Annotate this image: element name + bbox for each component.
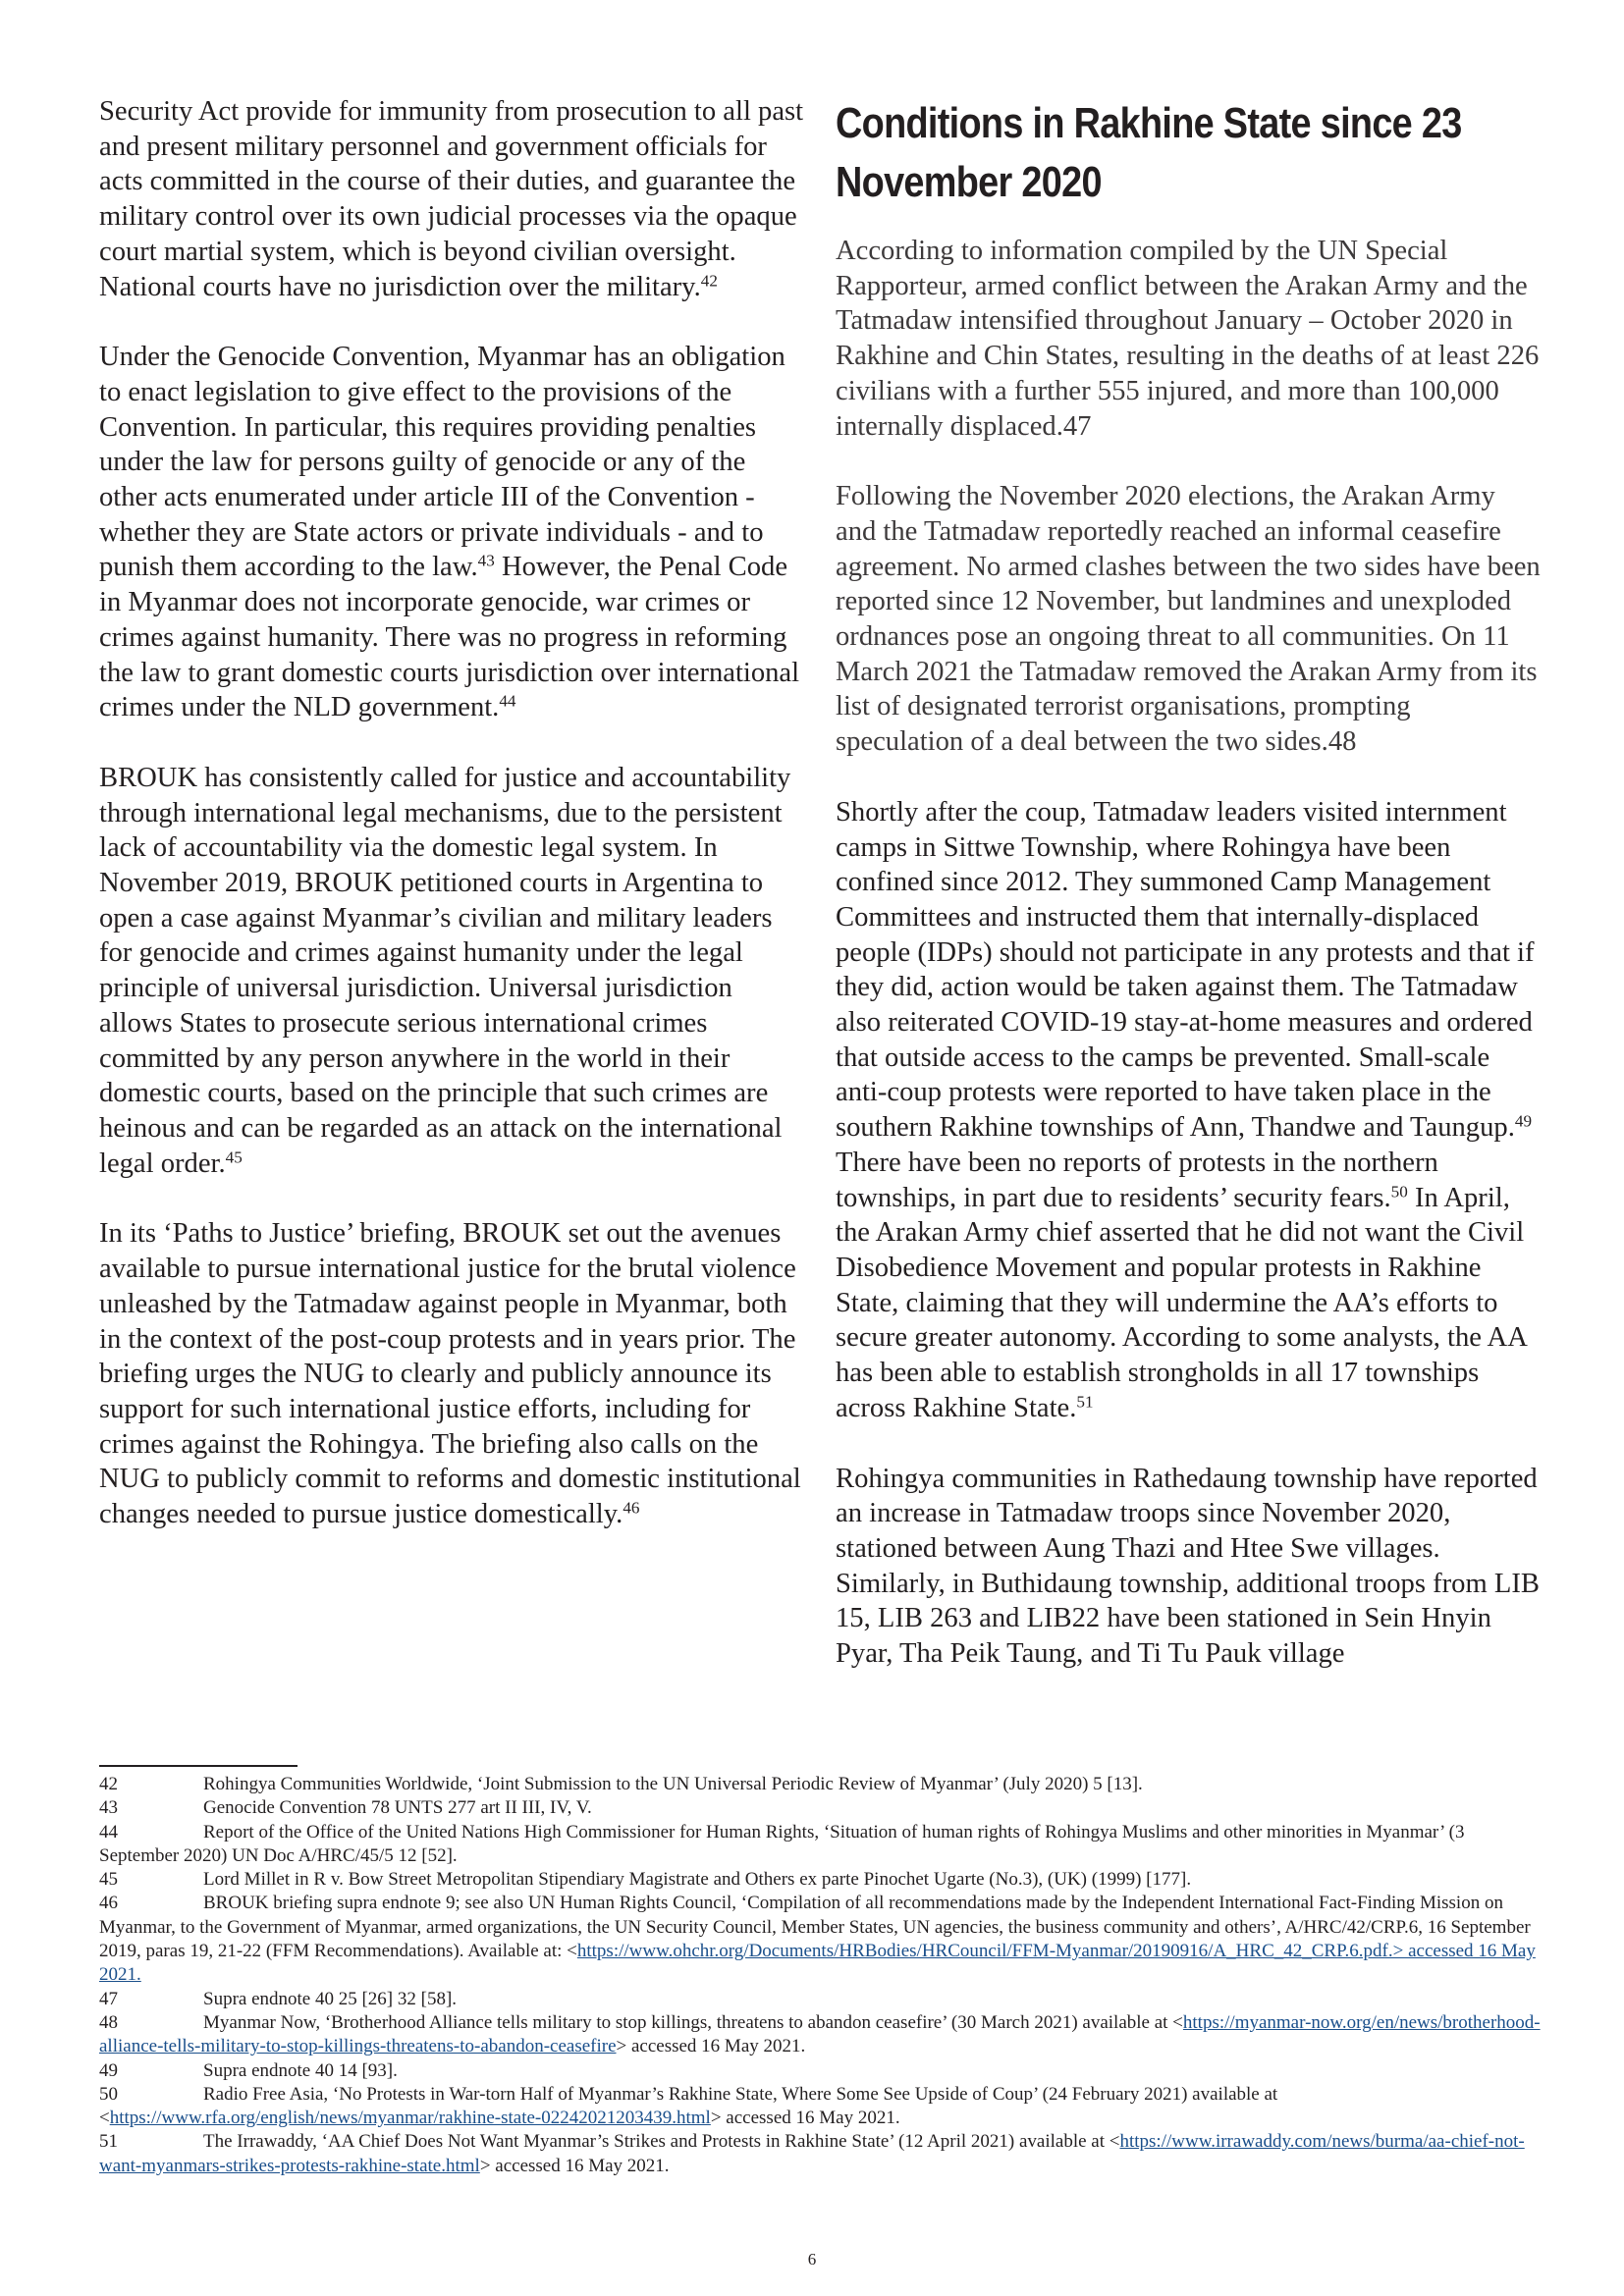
paragraph-text: Rohingya communities in Rathedaung township have reported an increase in Tatmadaw troops since November 2020, stationed between Aung Thazi and Htee Swe villages. Similarly, in Buthidaung township, additional troops from LIB 15, LIB 263 and LIB22 have been stationed in Sein Hnyin Pyar, Tha Peik Taung, and Ti Tu Pauk village (836, 1463, 1540, 1670)
footnote-text: Report of the Office of the United Nations High Commissioner for Human Rights, ‘Situation of human rights of Rohingya Muslims and other minorities in Myanmar’ (3 September 2020) UN Doc A/HRC/45/5 12 [52]. (99, 1821, 1465, 1866)
paragraph-text: BROUK has consistently called for justice and accountability through international legal mechanisms, due to the persistent lack of accountability via the domestic legal system. In November 2019, BROUK petitioned courts in Argentina to open a case against Myanmar’s civilian and military leaders for genocide and crimes against humanity under the legal principle of universal jurisdiction. Universal jurisdiction allows States to prosecute serious international crimes committed by any person anywhere in the world in their domestic courts, based on the principle that such crimes are heinous and can be regarded as an attack on the international legal order. (99, 762, 791, 1179)
paragraph-text: Under the Genocide Convention, Myanmar has an obligation to enact legislation to give effect to the provisions of the Convention. In particular, this requires providing penalties under the law for persons guilty of genocide or any of the other acts enumerated under article III of the Convention - whether they are State actors or private individuals - and to punish them according to the law. (99, 342, 785, 583)
endnote-ref[interactable]: 43 (477, 552, 495, 570)
footnote-text: BROUK briefing supra endnote 9; see also UN Human Rights Council, ‘Compilation of all recommendations made by the Independent International Fact-Finding Mission on Myanmar, to the Government of Myanmar, armed organizations, the UN Security Council, Member States, UN agencies, the business community and others’, A/HRC/42/CRP.6, 16 September 2019, paras 19, 21-22 (FFM Recommendations). Available at: < (99, 1893, 1531, 1962)
endnote-ref[interactable]: 50 (1390, 1182, 1408, 1201)
paragraph-text: Shortly after the coup, Tatmadaw leaders visited internment camps in Sittwe Township, where Rohingya have been confined since 2012. They summoned Camp Management Committees and instructed them that internally-displaced people (IDPs) should not participate in any protests and that if they did, action would be taken against them. The Tatmadaw also reiterated COVID-19 stay-at-home measures and ordered that outside access to the camps be prevented. Small-scale anti-coup protests were reported to have taken place in the southern Rakhine townships of Ann, Thandwe and Taungup. (836, 796, 1535, 1144)
left-column (99, 94, 806, 1568)
footnote-text: Myanmar Now, ‘Brotherhood Alliance tells military to stop killings, threatens to abandon ceasefire’ (30 March 2021) available at < (203, 2011, 1183, 2033)
paragraph-brouk-justice (99, 761, 806, 1181)
footnote-item (99, 1988, 1543, 2011)
paragraph-text: In its ‘Paths to Justice’ briefing, BROUK set out the avenues available to pursue international justice for the brutal violence unleashed by the Tatmadaw against people in Myanmar, both in the context of the post-coup protests and in years prior. The briefing urges the NUG to clearly and publicly announce its support for such international justice efforts, including for crimes against the Rohingya. The briefing also calls on the NUG to publicly commit to reforms and domestic institutional changes needed to pursue justice domestically. (99, 1218, 801, 1530)
paragraph-armed-conflict (836, 234, 1543, 444)
endnote-ref[interactable]: 45 (225, 1148, 243, 1167)
footnote-item (99, 1796, 1543, 1820)
footnote-number: 50 (99, 2083, 118, 2105)
footnote-item (99, 2011, 1543, 2059)
endnote-ref[interactable]: 49 (1514, 1111, 1533, 1131)
footnote-text: The Irrawaddy, ‘AA Chief Does Not Want Myanmar’s Strikes and Protests in Rakhine State’ (12 April 2021) available at < (203, 2131, 1120, 2153)
footnote-item (99, 2059, 1543, 2083)
paragraph-paths-to-justice (99, 1216, 806, 1531)
paragraph-troop-increase (836, 1462, 1543, 1672)
paragraph-text: However, the Penal Code in Myanmar does not incorporate genocide, war crimes or crimes against humanity. There was no progress in reforming the law to grant domestic courts jurisdiction over international crimes under the NLD government. (99, 552, 800, 723)
footnote-number: 43 (99, 1797, 118, 1819)
paragraph-genocide-convention (99, 340, 806, 725)
page-number: 6 (807, 2250, 817, 2269)
endnote-ref[interactable]: 51 (1076, 1392, 1094, 1412)
footnote-number: 51 (99, 2131, 118, 2153)
footnote-divider (99, 1765, 298, 1767)
footnote-text: Genocide Convention 78 UNTS 277 art II III, IV, V. (203, 1797, 592, 1819)
footnote-text: Radio Free Asia, ‘No Protests in War-torn Half of Myanmar’s Rakhine State, Where Some See Upside of Coup’ (24 February 2021) available at < (99, 2083, 1278, 2129)
footnote-text-after: > accessed 16 May 2021. (616, 2036, 806, 2057)
footnote-number: 46 (99, 1893, 118, 1914)
paragraph-text: In April, the Arakan Army chief asserted that he did not want the Civil Disobedience Movement and popular protests in Rakhine State, claiming that they will undermine the AA’s efforts to secure greater autonomy. According to some analysts, the AA has been able to establish strongholds in all 17 townships across Rakhine State. (836, 1182, 1527, 1423)
endnote-ref[interactable]: 44 (499, 691, 516, 711)
footnote-link[interactable]: https://www.irrawaddy.com/news/burma/aa-chief-not-want-myanmars-strikes-protests-rakhine-state.html (99, 2131, 1525, 2176)
footnote-number: 42 (99, 1774, 118, 1794)
footnote-item (99, 2083, 1543, 2131)
footnote-text: Rohingya Communities Worldwide, ‘Joint Submission to the UN Universal Periodic Review of Myanmar’ (July 2020) 5 [13]. (203, 1774, 1143, 1794)
paragraph-text: Following the November 2020 elections, the Arakan Army and the Tatmadaw reportedly reached an informal ceasefire agreement. No armed clashes between the two sides have been reported since 12 November, but landmines and unexploded ordnances pose an ongoing threat to all communities. On 11 March 2021 the Tatmadaw removed the Arakan Army from its list of designated terrorist organisations, prompting speculation of a deal between the two sides.48 (836, 481, 1541, 758)
paragraph-text: Security Act provide for immunity from prosecution to all past and present military personnel and government officials for acts committed in the course of their duties, and guarantee the military control over its own judicial processes via the opaque court martial system, which is beyond civilian oversight. National courts have no jurisdiction over the military. (99, 96, 804, 302)
footnote-link[interactable]: https://www.ohchr.org/Documents/HRBodies/HRCouncil/FFM-Myanmar/20190916/A_HRC_42_CRP.6.pdf.> accessed 16 May 2021. (99, 1941, 1536, 1986)
paragraph-ceasefire (836, 479, 1543, 760)
footnote-number: 48 (99, 2011, 118, 2033)
footnote-text: Lord Millet in R v. Bow Street Metropolitan Stipendiary Magistrate and Others ex parte Pinochet Ugarte (No.3), (UK) (1999) [177]. (203, 1869, 1192, 1891)
footnote-number: 47 (99, 1988, 118, 2009)
paragraph-text: There have been no reports of protests in the northern townships, in part due to residents’ security fears. (836, 1147, 1438, 1213)
paragraph-after-coup (836, 795, 1543, 1426)
footnote-text: Supra endnote 40 25 [26] 32 [58]. (203, 1988, 458, 2009)
footnote-list (99, 1773, 1543, 2178)
footnote-item (99, 2130, 1543, 2178)
footnote-number: 44 (99, 1821, 118, 1842)
endnote-ref[interactable]: 42 (700, 271, 718, 291)
footnote-item (99, 1892, 1543, 1987)
footnote-item (99, 1868, 1543, 1892)
endnote-ref[interactable]: 46 (623, 1498, 640, 1518)
footnote-link[interactable]: https://www.rfa.org/english/news/myanmar/rakhine-state-02242021203439.html (109, 2108, 711, 2129)
footnote-number: 49 (99, 2059, 118, 2081)
footnotes (99, 1765, 1543, 2178)
paragraph-text: According to information compiled by the UN Special Rapporteur, armed conflict between the Arakan Army and the Tatmadaw intensified throughout January – October 2020 in Rakhine and Chin States, resulting in the deaths of at least 226 civilians with a further 555 injured, and more than 100,000 internally displaced.47 (836, 236, 1540, 442)
footnote-link[interactable]: https://myanmar-now.org/en/news/brotherhood-alliance-tells-military-to-stop-killings-threatens-to-abandon-ceasefire (99, 2011, 1541, 2057)
footnote-item (99, 1821, 1543, 1869)
footnote-item (99, 1773, 1543, 1796)
paragraph-military-immunity (99, 94, 806, 304)
footnote-text-after: > accessed 16 May 2021. (710, 2108, 900, 2129)
right-column (836, 94, 1543, 1707)
footnote-text-after: > accessed 16 May 2021. (479, 2155, 670, 2176)
footnote-number: 45 (99, 1869, 118, 1891)
footnote-text: Supra endnote 40 14 [93]. (203, 2059, 398, 2081)
section-heading: Conditions in Rakhine State since 23 November 2020 (836, 99, 1462, 206)
